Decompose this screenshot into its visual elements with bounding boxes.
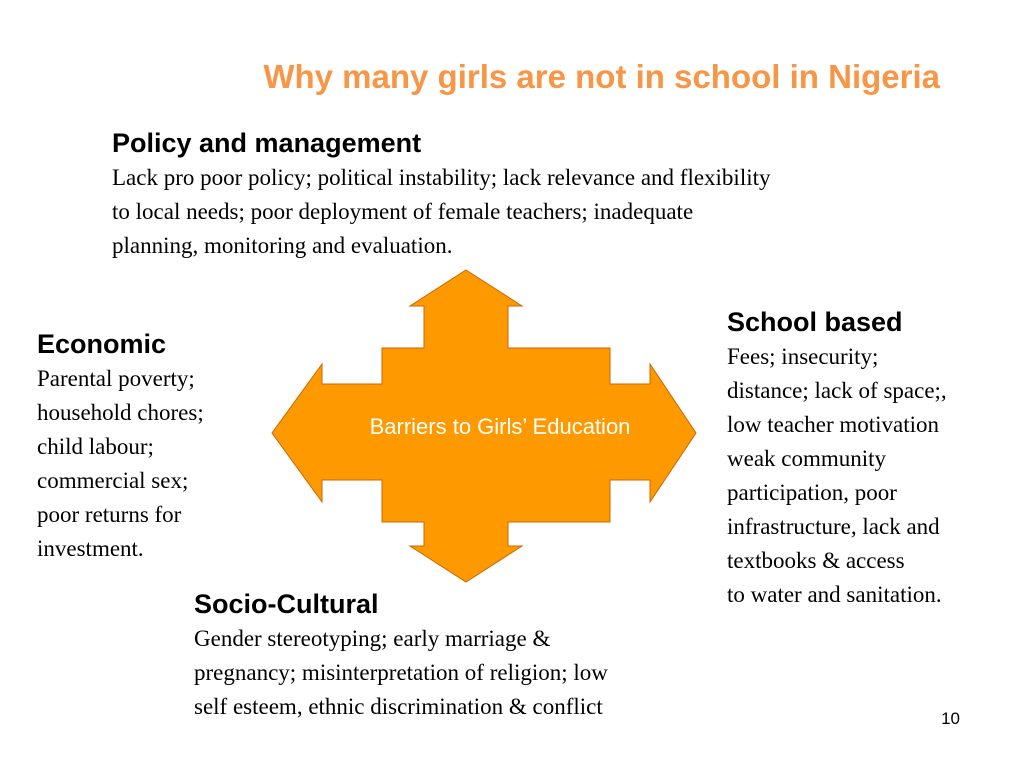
economic-line: household chores; — [37, 400, 204, 425]
school-line: participation, poor — [727, 480, 897, 505]
school-based-section — [727, 307, 947, 612]
school-line: to water and sanitation. — [727, 582, 942, 607]
economic-section — [37, 329, 204, 566]
school-line: infrastructure, lack and — [727, 514, 940, 539]
policy-line: Lack pro poor policy; political instability; lack relevance and flexibility — [112, 165, 771, 190]
socio-cultural-section — [194, 589, 608, 724]
school-line: weak community — [727, 446, 887, 471]
page-number: 10 — [941, 709, 960, 728]
economic-line: commercial sex; — [37, 468, 189, 493]
policy-heading: Policy and management — [112, 128, 422, 158]
socio-line: Gender stereotyping; early marriage & — [194, 626, 551, 651]
policy-management-section — [112, 128, 771, 263]
economic-line: poor returns for — [37, 502, 182, 527]
school-line: textbooks & access — [727, 548, 905, 573]
slide-title: Why many girls are not in school in Nigeria — [263, 58, 940, 95]
center-label: Barriers to Girls’ Education — [369, 414, 631, 439]
socio-line: self esteem, ethnic discrimination & conflict — [194, 694, 603, 719]
economic-heading: Economic — [37, 329, 167, 359]
socio-line: pregnancy; misinterpretation of religion; low — [194, 660, 608, 685]
policy-line: to local needs; poor deployment of female teachers; inadequate — [112, 199, 694, 224]
school-line: low teacher motivation — [727, 412, 940, 437]
school-line: Fees; insecurity; — [727, 344, 879, 369]
economic-line: investment. — [37, 536, 144, 561]
policy-line: planning, monitoring and evaluation. — [112, 233, 453, 258]
economic-line: Parental poverty; — [37, 366, 195, 391]
school-heading: School based — [727, 307, 903, 337]
school-line: distance; lack of space;, — [727, 378, 947, 403]
socio-heading: Socio-Cultural — [194, 589, 379, 619]
economic-line: child labour; — [37, 434, 154, 459]
